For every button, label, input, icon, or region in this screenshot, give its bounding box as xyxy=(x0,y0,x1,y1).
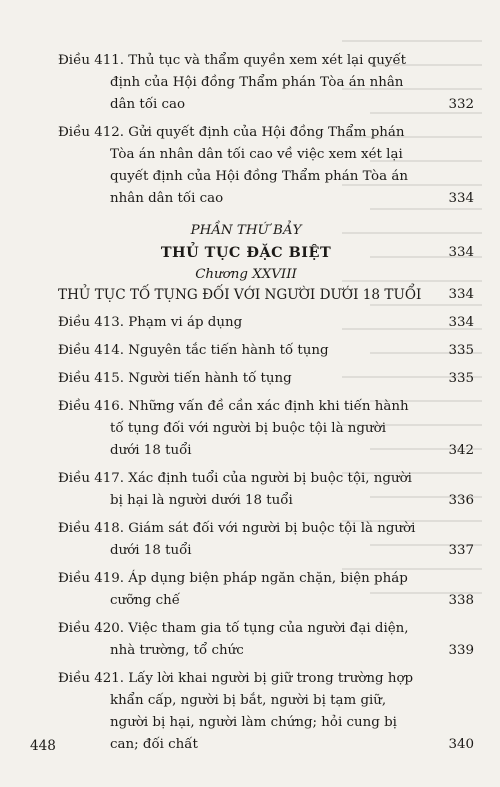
part-page: 334 xyxy=(448,245,474,260)
chapter-heading xyxy=(58,284,474,306)
part-label: PHẦN THỨ BẢY xyxy=(190,223,302,238)
toc-entry-page: 334 xyxy=(448,191,474,206)
toc-entry-text: Điều 412. Gửi quyết định của Hội đồng Thẩm phán Tòa án nhân dân tối cao về việc xem xét lại quyết định của Hội đồng Thẩm phán Tòa án nhân dân tối cao xyxy=(58,125,408,206)
toc-entry-417 xyxy=(58,468,474,512)
toc-entry-text: Điều 421. Lấy lời khai người bị giữ trong trường hợp khẩn cấp, người bị bắt, người bị tạm giữ, người bị hại, người làm chứng; hỏi cung bị can; đối chất xyxy=(58,671,414,752)
toc-entry-416 xyxy=(58,396,474,462)
toc-entry-420 xyxy=(58,618,474,662)
table-of-contents xyxy=(58,50,474,762)
toc-entry-page: 340 xyxy=(448,737,474,752)
toc-entry-411 xyxy=(58,50,474,116)
toc-entry-text: Điều 411. Thủ tục và thẩm quyền xem xét lại quyết định của Hội đồng Thẩm phán Tòa án nhân dân tối cao xyxy=(58,53,407,112)
toc-entry-415 xyxy=(58,368,474,390)
toc-entry-page: 342 xyxy=(448,443,474,458)
toc-entry-page: 335 xyxy=(448,371,474,386)
toc-entry-text: Điều 417. Xác định tuổi của người bị buộc tội, người bị hại là người dưới 18 tuổi xyxy=(58,471,412,508)
toc-entry-text: Điều 413. Phạm vi áp dụng xyxy=(58,315,243,330)
toc-entry-414 xyxy=(58,340,474,362)
part-title: THỦ TỤC ĐẶC BIỆT xyxy=(160,244,332,261)
toc-entry-413 xyxy=(58,312,474,334)
chapter-page: 334 xyxy=(448,287,474,302)
toc-entry-page: 337 xyxy=(448,543,474,558)
chapter-title: THỦ TỤC TỐ TỤNG ĐỐI VỚI NGƯỜI DƯỚI 18 TUỔI xyxy=(58,287,422,303)
toc-entry-419 xyxy=(58,568,474,612)
chapter-label: Chương XXVIII xyxy=(195,267,297,282)
toc-entry-page: 332 xyxy=(448,97,474,112)
toc-entry-text: Điều 418. Giám sát đối với người bị buộc tội là người dưới 18 tuổi xyxy=(58,521,416,558)
toc-entry-page: 338 xyxy=(448,593,474,608)
toc-entry-page: 336 xyxy=(448,493,474,508)
page-number: 448 xyxy=(30,738,56,754)
toc-entry-text: Điều 420. Việc tham gia tố tụng của người đại diện, nhà trường, tổ chức xyxy=(58,621,409,658)
toc-entry-412 xyxy=(58,122,474,210)
toc-entry-page: 334 xyxy=(448,315,474,330)
toc-entry-text: Điều 419. Áp dụng biện pháp ngăn chặn, biện pháp cưỡng chế xyxy=(58,571,408,608)
toc-entry-text: Điều 414. Nguyên tắc tiến hành tố tụng xyxy=(58,343,329,358)
toc-entry-text: Điều 415. Người tiến hành tố tụng xyxy=(58,371,292,386)
toc-entry-421 xyxy=(58,668,474,756)
part-heading xyxy=(58,242,474,264)
toc-entry-text: Điều 416. Những vấn đề cần xác định khi tiến hành tố tụng đối với người bị buộc tội là người dưới 18 tuổi xyxy=(58,399,409,458)
toc-entry-page: 335 xyxy=(448,343,474,358)
toc-entry-418 xyxy=(58,518,474,562)
toc-entry-page: 339 xyxy=(448,643,474,658)
